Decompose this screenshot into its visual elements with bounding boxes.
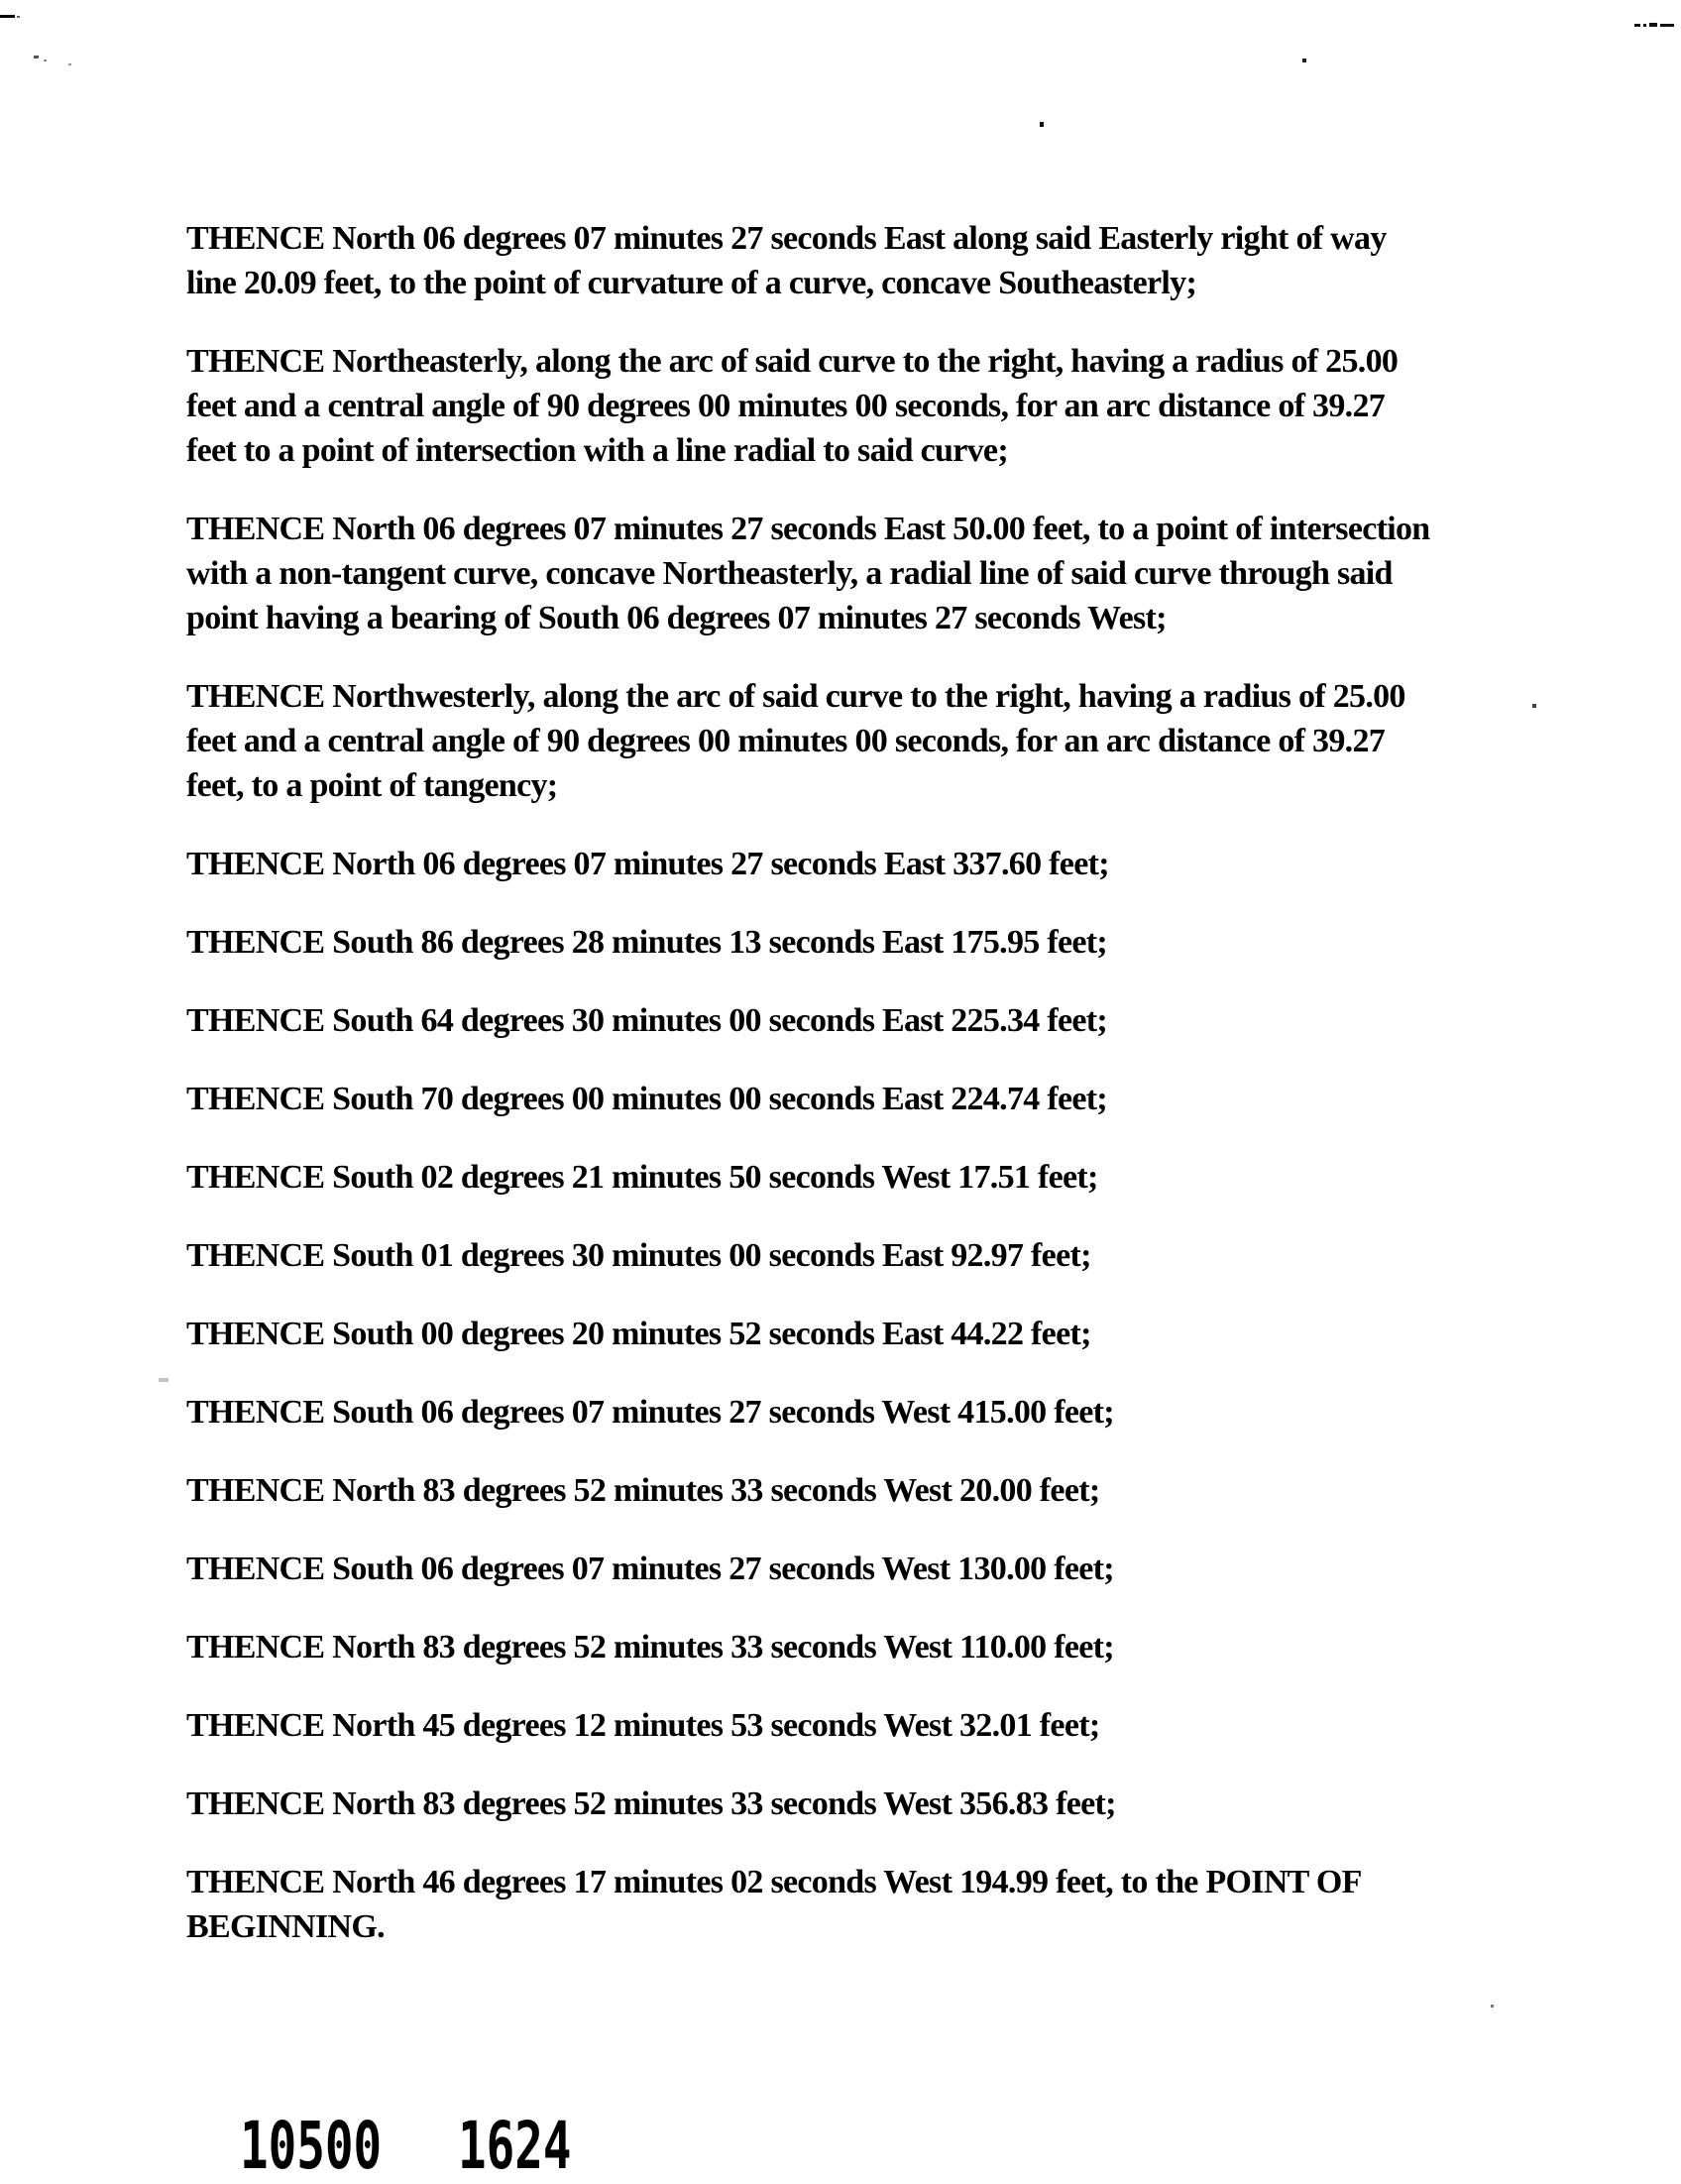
document-body <box>186 216 1633 1983</box>
legal-paragraph <box>186 998 1633 1043</box>
legal-paragraph <box>186 1312 1633 1356</box>
legal-line: with a non-tangent curve, concave Northeasterly, a radial line of said curve through said <box>186 555 1393 592</box>
legal-line: THENCE North 83 degrees 52 minutes 33 seconds West 110.00 feet; <box>186 1629 1114 1666</box>
legal-line: THENCE South 06 degrees 07 minutes 27 seconds West 415.00 feet; <box>186 1394 1114 1431</box>
scan-speck <box>44 59 47 61</box>
legal-line: line 20.09 feet, to the point of curvature of a curve, concave Southeasterly; <box>186 265 1197 301</box>
legal-paragraph <box>186 674 1633 808</box>
legal-line: THENCE North 06 degrees 07 minutes 27 seconds East 50.00 feet, to a point of intersection <box>186 511 1430 547</box>
legal-paragraph <box>186 339 1633 473</box>
legal-paragraph <box>186 920 1633 965</box>
legal-line: THENCE North 06 degrees 07 minutes 27 seconds East along said Easterly right of way <box>186 220 1387 257</box>
scan-speck <box>1040 122 1044 127</box>
scan-speck <box>1302 58 1306 62</box>
legal-line: BEGINNING. <box>186 1908 385 1945</box>
legal-paragraph <box>186 1625 1633 1669</box>
legal-line: THENCE North 83 degrees 52 minutes 33 seconds West 356.83 feet; <box>186 1785 1116 1822</box>
legal-paragraph <box>186 842 1633 886</box>
legal-line: feet to a point of intersection with a line radial to said curve; <box>186 432 1008 469</box>
legal-line: THENCE Northwesterly, along the arc of said curve to the right, having a radius of 25.00 <box>186 678 1405 715</box>
legal-line: feet and a central angle of 90 degrees 00 minutes 00 seconds, for an arc distance of 39.27 <box>186 388 1386 424</box>
legal-paragraph <box>186 1155 1633 1200</box>
legal-line: THENCE South 00 degrees 20 minutes 52 seconds East 44.22 feet; <box>186 1316 1091 1352</box>
scan-speck <box>17 16 20 18</box>
legal-paragraph <box>186 1233 1633 1278</box>
legal-paragraph <box>186 1703 1633 1748</box>
stamp-page-number: 1624 <box>458 2108 572 2184</box>
legal-line: THENCE North 06 degrees 07 minutes 27 seconds East 337.60 feet; <box>186 846 1109 882</box>
legal-line: THENCE North 45 degrees 12 minutes 53 seconds West 32.01 feet; <box>186 1707 1100 1744</box>
legal-paragraph <box>186 507 1633 640</box>
legal-line: THENCE Northeasterly, along the arc of said curve to the right, having a radius of 25.00 <box>186 343 1399 380</box>
legal-line: THENCE North 83 degrees 52 minutes 33 seconds West 20.00 feet; <box>186 1472 1100 1509</box>
scan-speck <box>159 1378 168 1382</box>
scan-speck <box>34 56 39 58</box>
legal-line: point having a bearing of South 06 degrees 07 minutes 27 seconds West; <box>186 600 1167 636</box>
legal-line: THENCE South 70 degrees 00 minutes 00 seconds East 224.74 feet; <box>186 1081 1108 1117</box>
legal-line: THENCE South 02 degrees 21 minutes 50 seconds West 17.51 feet; <box>186 1159 1098 1196</box>
legal-line: feet and a central angle of 90 degrees 00 minutes 00 seconds, for an arc distance of 39.27 <box>186 723 1386 759</box>
scan-artifact-dash-top-right <box>1649 23 1657 27</box>
legal-paragraph <box>186 216 1633 305</box>
legal-paragraph <box>186 1390 1633 1435</box>
legal-paragraph <box>186 1547 1633 1591</box>
scan-artifact-dash-top-right <box>1634 24 1640 27</box>
legal-line: feet, to a point of tangency; <box>186 767 558 804</box>
legal-paragraph <box>186 1860 1633 1949</box>
legal-line: THENCE North 46 degrees 17 minutes 02 seconds West 194.99 feet, to the POINT OF <box>186 1864 1362 1900</box>
scan-speck <box>1532 704 1536 708</box>
legal-paragraph <box>186 1782 1633 1826</box>
legal-line: THENCE South 86 degrees 28 minutes 13 seconds East 175.95 feet; <box>186 924 1108 961</box>
legal-line: THENCE South 06 degrees 07 minutes 27 seconds West 130.00 feet; <box>186 1551 1114 1587</box>
scan-speck <box>1491 2005 1494 2008</box>
scan-speck <box>68 63 71 65</box>
scan-artifact-dash-top-right <box>1660 24 1674 27</box>
legal-line: THENCE South 64 degrees 30 minutes 00 seconds East 225.34 feet; <box>186 1002 1108 1039</box>
scan-artifact-dash-top-right <box>1643 24 1646 27</box>
legal-line: THENCE South 01 degrees 30 minutes 00 seconds East 92.97 feet; <box>186 1237 1091 1274</box>
scan-artifact-dash-top-left <box>0 15 15 18</box>
stamp-book-number: 10500 <box>240 2108 383 2184</box>
legal-paragraph <box>186 1077 1633 1121</box>
legal-paragraph <box>186 1468 1633 1513</box>
